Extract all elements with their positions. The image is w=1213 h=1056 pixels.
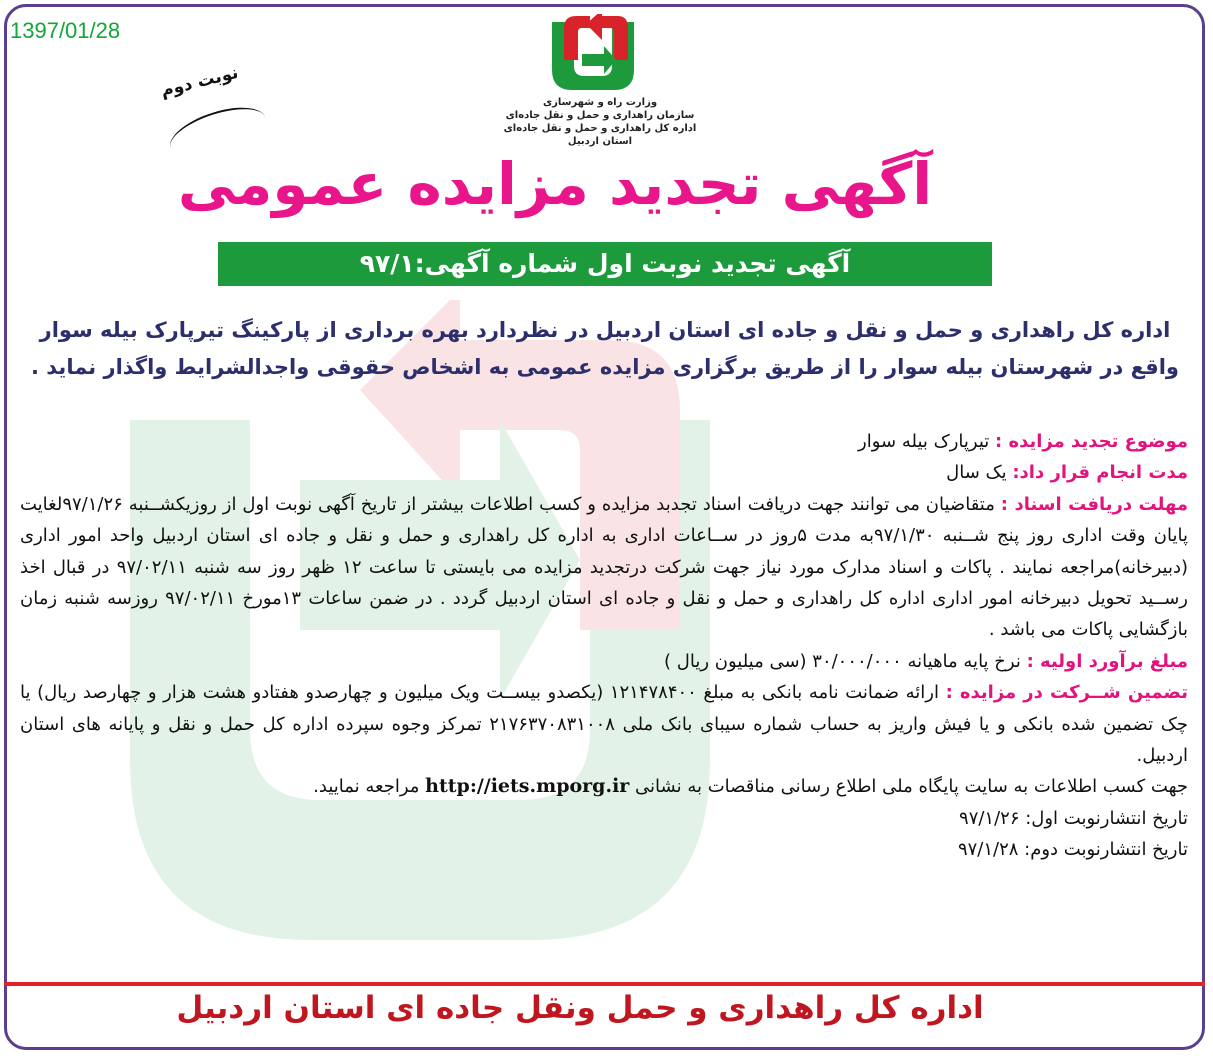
estimate-value: نرخ پایه ماهیانه ۳۰/۰۰۰/۰۰۰ (سی میلیون ریال ) xyxy=(664,650,1027,672)
guarantee-value: ارائه ضمانت نامه بانکی به مبلغ ۱۲۱۴۷۸۴۰۰ (یکصدو بیســت ویک میلیون و چهارصدو هفتادو هشت هزار و چهارصد ریال) یا چک تضمین شده بانکی و یا فیش واریز به حساب شماره سیبای بانک ملی ۲۱۷۶۳۷۰۸۳۱۰۰۸ تمرکز وجوه سپرده اداره کل حمل و نقل و پایانه های استان اردبیل. xyxy=(20,682,1188,767)
info-row xyxy=(20,771,1188,802)
duration-label: مدت انجام قرار داد: xyxy=(1012,462,1188,484)
publish-first-row: تاریخ انتشارنوبت اول: ۹۷/۱/۲۶ xyxy=(959,807,1188,829)
website-link[interactable]: http://iets.mporg.ir xyxy=(425,775,630,798)
footer-divider xyxy=(4,982,1205,986)
footer-organization: اداره کل راهداری و حمل ونقل جاده ای استان اردبیل xyxy=(176,990,984,1026)
duration-row xyxy=(20,457,1188,488)
intro-paragraph: اداره کل راهداری و حمل و نقل و جاده ای استان اردبیل در نظردارد بهره برداری از پارکینگ تیرپارک بیله سوار واقع در شهرستان بیله سوار را از طریق برگزاری مزایده عمومی به اشخاص حقوقی واجدالشرایط واگذار نماید . xyxy=(31,318,1179,379)
guarantee-row xyxy=(20,677,1188,771)
ministry-line: اداره کل راهداری و حمل و نقل جاده‌ای xyxy=(503,123,697,134)
ministry-line: سازمان راهداری و حمل و نقل جاده‌ای xyxy=(505,110,695,121)
notice-body xyxy=(20,426,1188,866)
deadline-row xyxy=(20,489,1188,646)
guarantee-label: تضمین شــرکت در مزایده : xyxy=(945,682,1188,704)
road-organization-logo-icon xyxy=(546,14,640,94)
deadline-label: مهلت دریافت اسناد : xyxy=(1000,493,1188,515)
info-text: جهت کسب اطلاعات به سایت پایگاه ملی اطلاع رسانی مناقصات به نشانی xyxy=(629,776,1188,798)
subject-row xyxy=(20,426,1188,457)
notice-number-banner: آگهی تجدید نوبت اول شماره آگهی:۹۷/۱ xyxy=(218,242,992,286)
page-title: آگهی تجدید مزایده عمومی xyxy=(177,150,933,218)
estimate-label: مبلغ برآورد اولیه : xyxy=(1026,650,1188,672)
subject-value: تیرپارک بیله سوار xyxy=(858,431,996,452)
estimate-row xyxy=(20,646,1188,677)
deadline-value: متقاضیان می توانند جهت دریافت اسناد تجدبد مزایده و کسب اطلاعات بیشتر از تاریخ آگهی نوبت اول از روزیکشــنبه ۹۷/۱/۲۶لغایت پایان وقت اداری روز پنج شــنبه ۹۷/۱/۳۰به مدت ۵روز در ســاعات اداری به اداره کل راهداری و حمل و نقل و جاده ای استان اردبیل واحد امور اداری (دبیرخانه)مراجعه نمایند . پاکات و اسناد مدارک مورد نیاز جهت شرکت درتجدید مزایده می بایستی تا ساعت ۱۲ ظهر روز سه شنبه ۹۷/۰۲/۱۱ در قبال اخذ رســید تحویل دبیرخانه امور اداری اداره کل راهداری و حمل و نقل و جاده ای استان اردبیل گردد . در ضمن ساعات ۱۳مورخ ۹۷/۰۲/۱۱ روزسه شنبه زمان بازگشایی پاکات می باشد . xyxy=(20,493,1188,641)
ministry-line: استان اردبیل xyxy=(567,136,633,147)
duration-value: یک سال xyxy=(946,462,1013,484)
subject-label: موضوع تجدید مزایده : xyxy=(995,431,1188,452)
ministry-header xyxy=(480,96,720,148)
second-round-stamp: نوبت دوم xyxy=(158,62,241,102)
publish-second-row: تاریخ انتشارنوبت دوم: ۹۷/۱/۲۸ xyxy=(957,839,1188,861)
date-stamp: 1397/01/28 xyxy=(10,18,121,43)
ministry-line: وزارت راه و شهرسازی xyxy=(542,97,658,108)
info-text-end: مراجعه نمایید. xyxy=(313,776,426,798)
